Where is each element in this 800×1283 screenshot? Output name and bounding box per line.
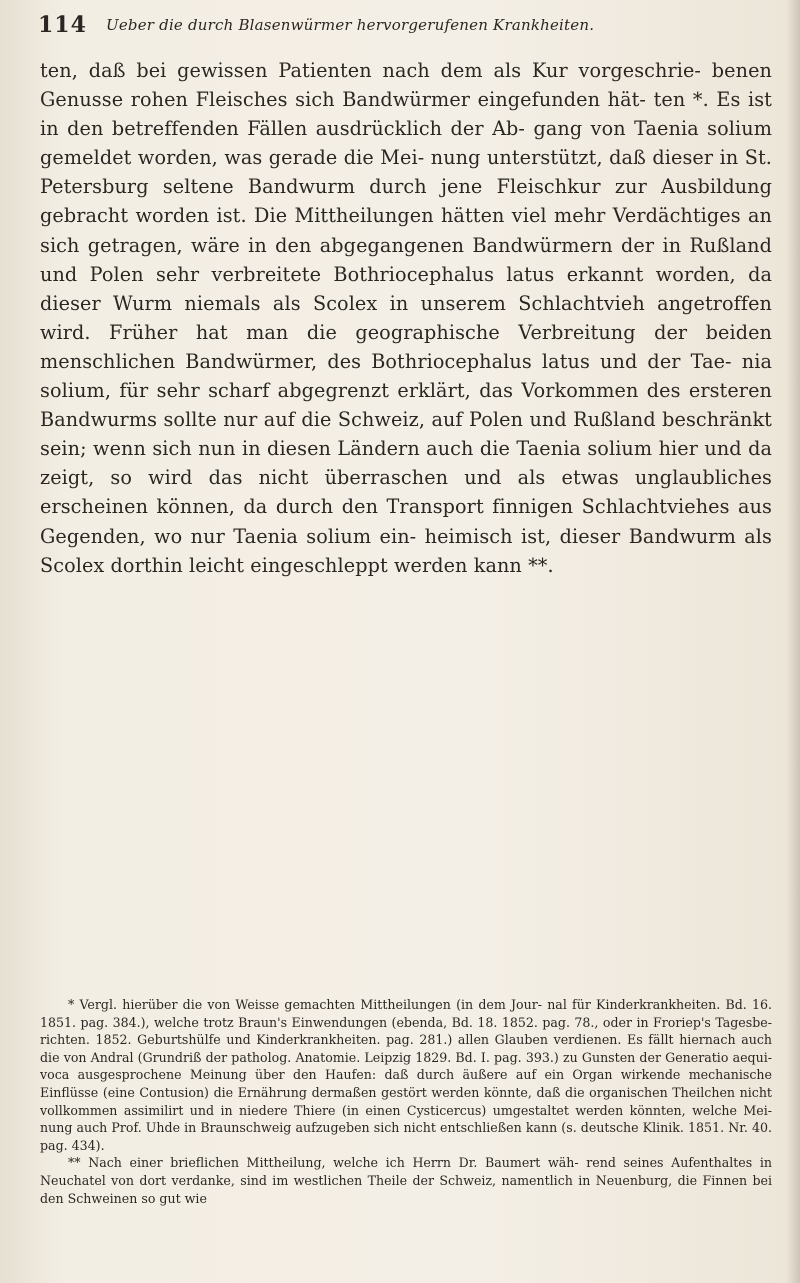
page-header [38,12,778,46]
footnotes [40,996,772,1207]
footnote-separator [40,993,772,994]
page-number: 114 [38,12,87,38]
footnote-2: ** Nach einer brieflichen Mittheilung, welche ich Herrn Dr. Baumert wäh- rend seines Aufenthaltes in Neuchatel von dort verdanke, sind im westlichen Theile der Schweiz, namentlich in Neuenburg, die Finnen bei den Schweinen so gut wie [40,1155,772,1206]
running-title: Ueber die durch Blasenwürmer hervorgerufenen Krankheiten. [106,16,595,34]
page-edge-shadow [786,0,800,1283]
body-paragraph: ten, daß bei gewissen Patienten nach dem als Kur vorgeschrie- benen Genusse rohen Fleisches sich Bandwürmer eingefunden hät- ten *. Es ist in den betreffenden Fällen ausdrücklich der Ab- gang von Taenia solium gemeldet worden, was gerade die Mei- nung unterstützt, daß dieser in St. Petersburg seltene Bandwurm durch jene Fleischkur zur Ausbildung gebracht worden ist. Die Mittheilungen hätten viel mehr Verdächtiges an sich getragen, wäre in den abgegangenen Bandwürmern der in Rußland und Polen sehr verbreitete Bothriocephalus latus erkannt worden, da dieser Wurm niemals als Scolex in unserem Schlachtvieh angetroffen wird. Früher hat man die geographische Verbreitung der beiden menschlichen Bandwürmer, des Bothriocephalus latus und der Tae- nia solium, für sehr scharf abgegrenzt erklärt, das Vorkommen des ersteren Bandwurms sollte nur auf die Schweiz, auf Polen und Rußland beschränkt sein; wenn sich nun in diesen Ländern auch die Taenia solium hier und da zeigt, so wird das nicht überraschen und als etwas unglaubliches erscheinen können, da durch den Transport finnigen Schlachtviehes aus Gegenden, wo nur Taenia solium ein- heimisch ist, dieser Bandwurm als Scolex dorthin leicht eingeschleppt werden kann **. [40,59,772,577]
main-text [40,56,772,580]
footnote-1: * Vergl. hierüber die von Weisse gemachten Mittheilungen (in dem Jour- nal für Kinderkrankheiten. Bd. 16. 1851. pag. 384.), welche trotz Braun's Einwendungen (ebenda, Bd. 18. 1852. pag. 78., oder in Froriep's Tagesbe- richten. 1852. Geburtshülfe und Kinderkrankheiten. pag. 281.) allen Glauben verdienen. Es fällt hiernach auch die von Andral (Grundriß der patholog. Anatomie. Leipzig 1829. Bd. I. pag. 393.) zu Gunsten der Generatio aequi- voca ausgesprochene Meinung über den Haufen: daß durch äußere auf ein Organ wirkende mechanische Einflüsse (eine Contusion) die Ernährung dermaßen gestört werden könnte, daß die organischen Theilchen nicht vollkommen assimilirt und in niedere Thiere (in einen Cysticercus) umgestaltet werden könnten, welche Mei- nung auch Prof. Uhde in Braunschweig aufzugeben sich nicht entschließen kann (s. deutsche Klinik. 1851. Nr. 40. pag. 434). [40,997,772,1153]
